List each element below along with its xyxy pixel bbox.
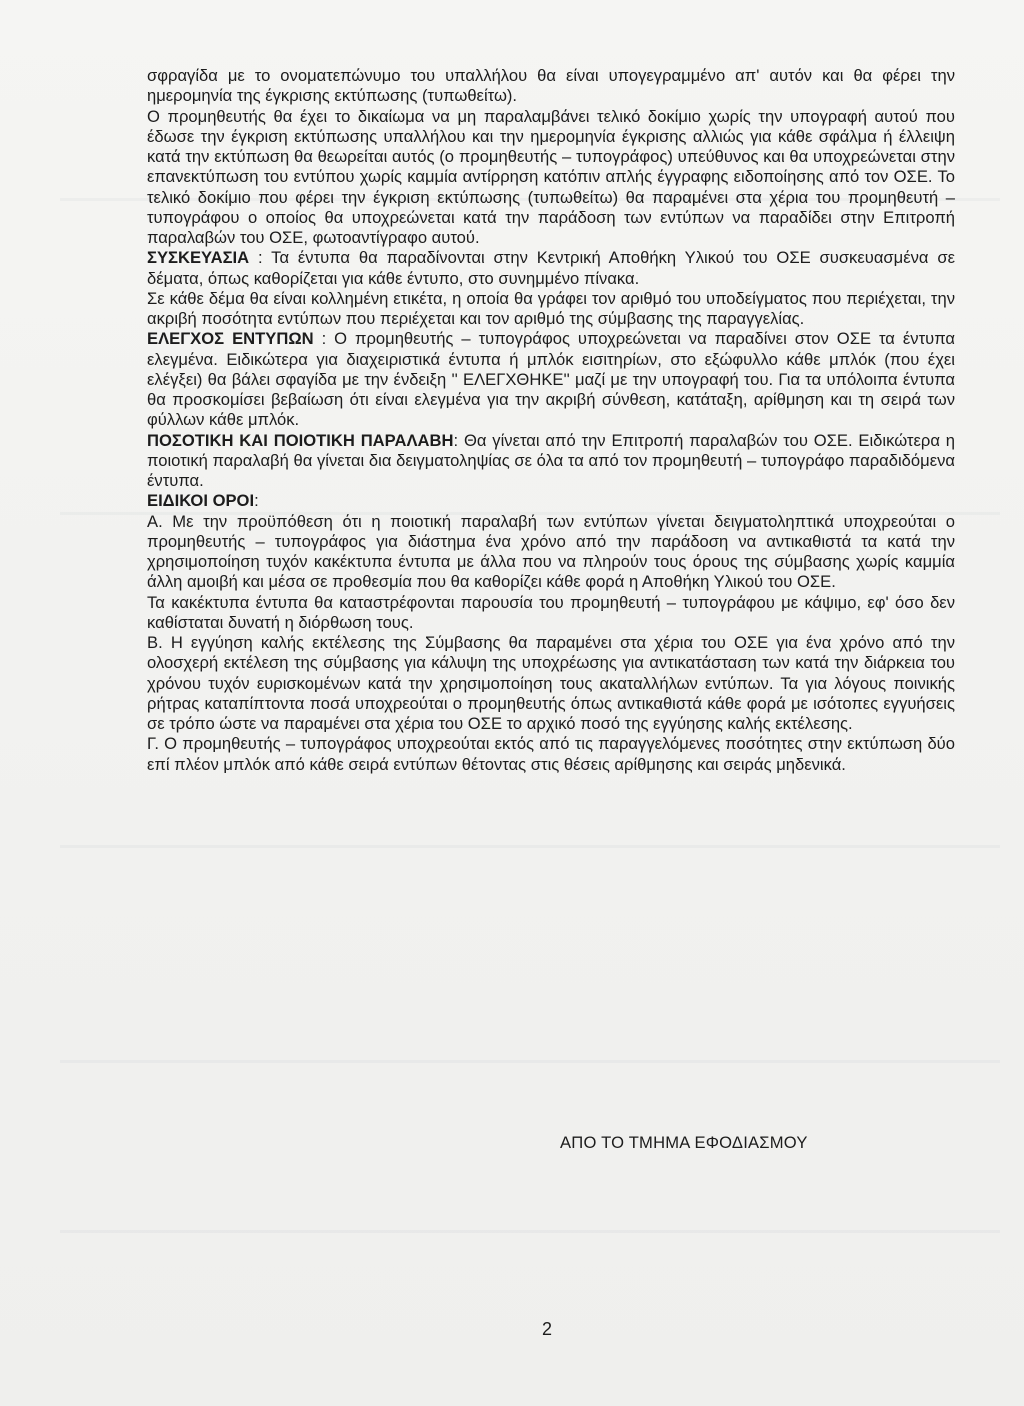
show-through-line <box>60 1230 1000 1233</box>
show-through-line <box>60 1060 1000 1063</box>
quality-text: : Θα γίνεται από την Επιτροπή παραλαβών του ΟΣΕ. Ειδικώτερα η ποιοτική παραλαβή θα γίνεται δια δειγματοληψίας σε όλα τα από τον προμηθευτή – τυπογράφο παραδιδόμενα έντυπα. <box>147 430 955 490</box>
term-a-continued: Τα κακέκτυπα έντυπα θα καταστρέφονται παρουσία του προμηθευτή – τυπογράφου με κάψιμο, εφ' όσο δεν καθίσταται δυνατή η διόρθωση τους. <box>147 592 955 632</box>
paragraph-supplier-rights: Ο προμηθευτής θα έχει το δικαίωμα να μη παραλαμβάνει τελικό δοκίμιο χωρίς την υπογραφή αυτού που έδωσε την έγκριση εκτύπωσης υπαλλήλου και την ημερομηνία έγκρισης αλλιώς για κάθε σφάλμα ή έλλειψη κατά την εκτύπωση θα θεωρείται αυτός (ο προμηθευτής – τυπογράφος) υπεύθυνος και θα υποχρεώνεται στην επανεκτύπωση του εντύπου χωρίς καμμία αντίρρηση κατόπιν απλής έγγραφης ειδοποίησης από τον ΟΣΕ. Το τελικό δοκίμιο που φέρει την έγκριση εκτύπωσης (τυπωθείτω) θα παραμένει στα χέρια του προμηθευτή – τυπογράφου ο οποίος θα υποχρεώνεται κατά την παράδοση των εντύπων να παραδίδει στην Επιτροπή παραλαβών του ΟΣΕ, φωτοαντίγραφο αυτού. <box>147 106 955 247</box>
paragraph-special-terms <box>147 491 955 511</box>
paragraph-stamp: σφραγίδα με το ονοματεπώνυμο του υπαλλήλου θα είναι υπογεγραμμένο απ' αυτόν και θα φέρει την ημερομηνία της έγκρισης εκτύπωσης (τυπωθείτω). <box>147 66 955 106</box>
print-check-heading: ΕΛΕΓΧΟΣ ΕΝΤΥΠΩΝ <box>147 329 314 349</box>
paragraph-quality <box>147 431 955 492</box>
paragraph-packaging <box>147 248 955 289</box>
special-terms-heading: ΕΙΔΙΚΟΙ ΟΡΟΙ <box>147 491 255 511</box>
paragraph-label: Σε κάθε δέμα θα είναι κολλημένη ετικέτα, η οποία θα γράφει τον αριθμό του υποδείγματος που περιέχεται, την ακριβή ποσότητα εντύπων που περιέχεται και τον αριθμό της σύμβασης της παραγγελίας. <box>147 288 955 328</box>
page-number: 2 <box>542 1319 553 1339</box>
paragraph-print-check <box>147 329 955 430</box>
print-check-text: : Ο προμηθευτής – τυπογράφος υποχρεώνεται να παραδίνει στον ΟΣΕ τα έντυπα ελεγμένα. Ειδικώτερα για διαχειριστικά έντυπα ή μπλόκ εισιτηρίων, στο εξώφυλλο κάθε μπλόκ (που έχει ελέγξει) θα βάλει σφαγίδα με την ένδειξη '' ΕΛΕΓΧΘΗΚΕ'' μαζί με την υπογραφή του. Για τα υπόλοιπα έντυπα θα προσκομίσει βεβαίωση ότι είναι ελεγμένα για την ακριβή σύνθεση, κατάταξη, αρίθμηση και τη σειρά των φύλλων κάθε μπλόκ. <box>147 329 956 430</box>
term-c: Γ. Ο προμηθευτής – τυπογράφος υποχρεούται εκτός από τις παραγγελόμενες ποσότητες στην εκτύπωση δύο επί πλέον μπλόκ από κάθε σειρά εντύπων θέτοντας στις θέσεις αρίθμησης και σειράς μηδενικά. <box>147 734 955 774</box>
quality-heading: ΠΟΣΟΤΙΚΗ ΚΑΙ ΠΟΙΟΤΙΚΗ ΠΑΡΑΛΑΒΗ <box>147 430 454 450</box>
term-a: Α. Με την προϋπόθεση ότι η ποιοτική παραλαβή των εντύπων γίνεται δειγματοληπτικά υποχρεούται ο προμηθευτής – τυπογράφος για διάστημα ένα χρόνο από την παράδοση να αντικαθιστά τα κατά την χρησιμοποίηση τυχόν κακέκτυπα έντυπα με άλλα που να πληρούν τους όρους της σύμβασης χωρίς καμμία άλλη αμοιβή και μέσα σε προθεσμία που θα καθορίζει κάθε φορά η Αποθήκη Υλικού του ΟΣΕ. <box>147 511 955 592</box>
body-text <box>147 66 955 775</box>
packaging-heading: ΣΥΣΚΕΥΑΣΙΑ <box>147 248 250 268</box>
department-signature: ΑΠΟ ΤΟ ΤΜΗΜΑ ΕΦΟΔΙΑΣΜΟΥ <box>560 1133 808 1152</box>
special-terms-colon: : <box>254 491 259 511</box>
term-b: Β. Η εγγύηση καλής εκτέλεσης της Σύμβασης θα παραμένει στα χέρια του ΟΣΕ για ένα χρόνο από την ολοσχερή εκτέλεση της σύμβασης για κάλυψη της υποχρέωσης για αντικατάσταση των κατά την διάρκεια του χρόνου τυχόν ευρισκομένων κατά την χρησιμοποίηση τους ακαταλλήλων εντύπων. Τα για λόγους ποινικής ρήτρας καταπίπτοντα ποσά υποχρεούται ο προμηθευτής όπως αντικαθιστά κάθε φορά με ισότοπες εγγυήσεις σε τρόπο ώστε να παραμένει στα χέρια του ΟΣΕ το αρχικό ποσό της εγγύησης καλής εκτέλεσης. <box>147 633 955 733</box>
show-through-line <box>60 845 1000 848</box>
packaging-text: : Τα έντυπα θα παραδίνονται στην Κεντρική Αποθήκη Υλικού του ΟΣΕ συσκευασμένα σε δέματα, όπως καθορίζεται για κάθε έντυπο, στο συνημμένο πίνακα. <box>147 248 955 288</box>
